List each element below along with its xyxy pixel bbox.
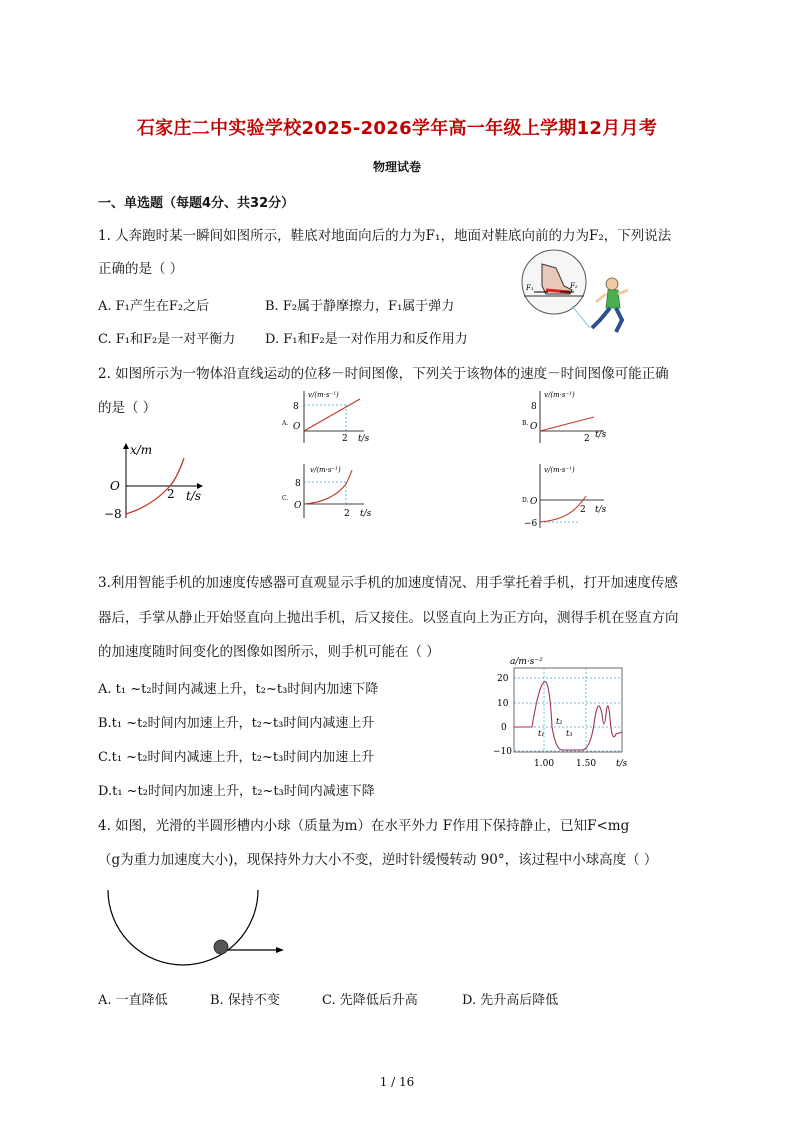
graph-b-ytick: 8 [531,402,537,412]
ytick-0: 0 [501,723,507,733]
runner-legs-icon [592,308,622,332]
mark-t1: t₁ [538,729,545,738]
q4-stem-line1: 4. 如图，光滑的半圆形槽内小球（质量为m）在水平外力 F作用下保持静止，已知F<mg [98,818,630,834]
runner-head-icon [606,278,618,290]
q2-xt-graph [100,440,220,525]
graph-b-origin: O [530,422,538,432]
graph-c-ytick: 8 [295,479,301,489]
graph-a-line [304,399,360,431]
exam-subtitle: 物理试卷 [372,160,421,174]
graph-a-ytick: 8 [293,402,299,412]
graph-a-xtick: 2 [342,434,348,444]
q4-option-d: D. 先升高后降低 [462,993,559,1008]
exam-title: 石家庄二中实验学校2025-2026学年高一年级上学期12月月考 [136,118,658,139]
xtick-100: 1.00 [534,759,555,769]
mark-t2: t₂ [556,717,563,726]
graph-d-ylabel: v/(m·s⁻¹) [544,466,575,474]
q4-option-b: B. 保持不变 [210,993,280,1008]
graph-b-ylabel: v/(m·s⁻¹) [544,391,575,399]
q1-runner-figure [512,246,642,336]
q2-graph-c [280,460,390,522]
graph-b-tag: B. [522,420,529,427]
graph-d-xtick: 2 [580,505,586,515]
ytick-20: 20 [497,674,509,684]
q4-option-c: C. 先降低后升高 [322,993,418,1008]
graph-c-tag: C. [282,495,289,502]
xt-origin: O [110,479,120,493]
xt-xtick: 2 [167,487,175,501]
mark-t3: t₃ [566,729,573,738]
q3-acceleration-curve [514,682,622,750]
graph-a-xlabel: t/s [358,434,370,444]
q3-xlabel: t/s [616,759,628,769]
graph-c-xlabel: t/s [360,509,372,519]
q2-stem-line2: 的是（ ） [98,400,157,416]
q3-option-c: C.t₁ ~t₂时间内减速上升，t₂~t₃时间内加速上升 [98,750,375,765]
xt-ytick: −8 [104,507,122,521]
q3-option-b: B.t₁ ~t₂时间内加速上升，t₂~t₃时间内减速上升 [98,716,375,731]
ytick-neg10: −10 [493,747,512,757]
graph-b-xlabel: t/s [595,430,607,440]
q2-graph-b [520,387,630,447]
ytick-10: 10 [497,699,509,709]
graph-d-origin: O [530,497,538,507]
q4-option-a: A. 一直降低 [98,993,168,1008]
q3-option-d: D.t₁ ~t₂时间内加速上升，t₂~t₃时间内减速下降 [98,784,375,799]
q3-stem-line2: 器后，手掌从静止开始竖直向上抛出手机，后又接住。以竖直向上为正方向，测得手机在竖直方向 [98,610,679,626]
f2-label: F₂ [570,282,578,290]
graph-c-xtick: 2 [344,509,350,519]
ball-icon [214,940,228,954]
f1-label: F₁ [526,284,534,292]
y-axis-arrow [123,443,129,449]
graph-d-tag: D. [522,497,529,504]
q2-graph-a [280,387,390,447]
graph-d-ytick: −6 [524,519,538,529]
q1-stem-line2: 正确的是（ ） [98,261,184,277]
plot-frame [514,668,622,752]
q1-option-d: D. F₁和F₂是一对作用力和反作用力 [265,332,468,347]
xtick-150: 1.50 [576,759,597,769]
q4-semicircle-figure [100,888,300,972]
q3-option-a: A. t₁ ~t₂时间内减速上升，t₂~t₃时间内加速下降 [98,682,379,697]
q2-graph-d [520,460,630,530]
q1-option-b: B. F₂属于静摩擦力，F₁属于弹力 [265,299,455,314]
graph-b-line [540,417,594,431]
graph-a-ylabel: v/(m·s⁻¹) [308,391,339,399]
graph-c-origin: O [294,501,302,511]
page-number: 1 / 16 [379,1075,415,1089]
section-heading: 一、单选题（每题4分、共32分） [98,196,295,211]
q2-stem-line1: 2. 如图所示为一物体沿直线运动的位移－时间图像，下列关于该物体的速度－时间图像可能正确 [98,366,669,382]
semicircle-groove [108,890,258,965]
q1-stem-line1: 1. 人奔跑时某一瞬间如图所示，鞋底对地面向后的力为F₁，地面对鞋底向前的力为F₂，下列说法 [98,228,672,244]
q1-option-a: A. F₁产生在F₂之后 [98,299,210,314]
q3-acceleration-graph [488,654,634,770]
force-arrow-head-icon [276,947,284,953]
graph-c-curve [304,470,352,504]
zoom-line [572,306,590,328]
xt-xlabel: t/s [186,489,202,503]
graph-b-xtick: 2 [584,434,590,444]
q1-option-c: C. F₁和F₂是一对平衡力 [98,332,236,347]
q3-stem-line1: 3.利用智能手机的加速度传感器可直观显示手机的加速度情况、用手掌托着手机，打开加速度传感 [98,575,678,591]
q4-stem-line2: （g为重力加速度大小)，现保持外力大小不变，逆时针缓慢转动 90°，该过程中小球高度（ ） [98,852,658,868]
graph-a-tag: A. [282,420,289,427]
q3-ylabel: a/m·s⁻² [510,657,543,667]
graph-a-origin: O [293,422,301,432]
q3-stem-line3: 的加速度随时间变化的图像如图所示，则手机可能在（ ） [98,644,440,660]
graph-d-xlabel: t/s [595,505,607,515]
xt-ylabel: x/m [130,443,153,457]
graph-c-ylabel: v/(m·s⁻¹) [310,466,341,474]
